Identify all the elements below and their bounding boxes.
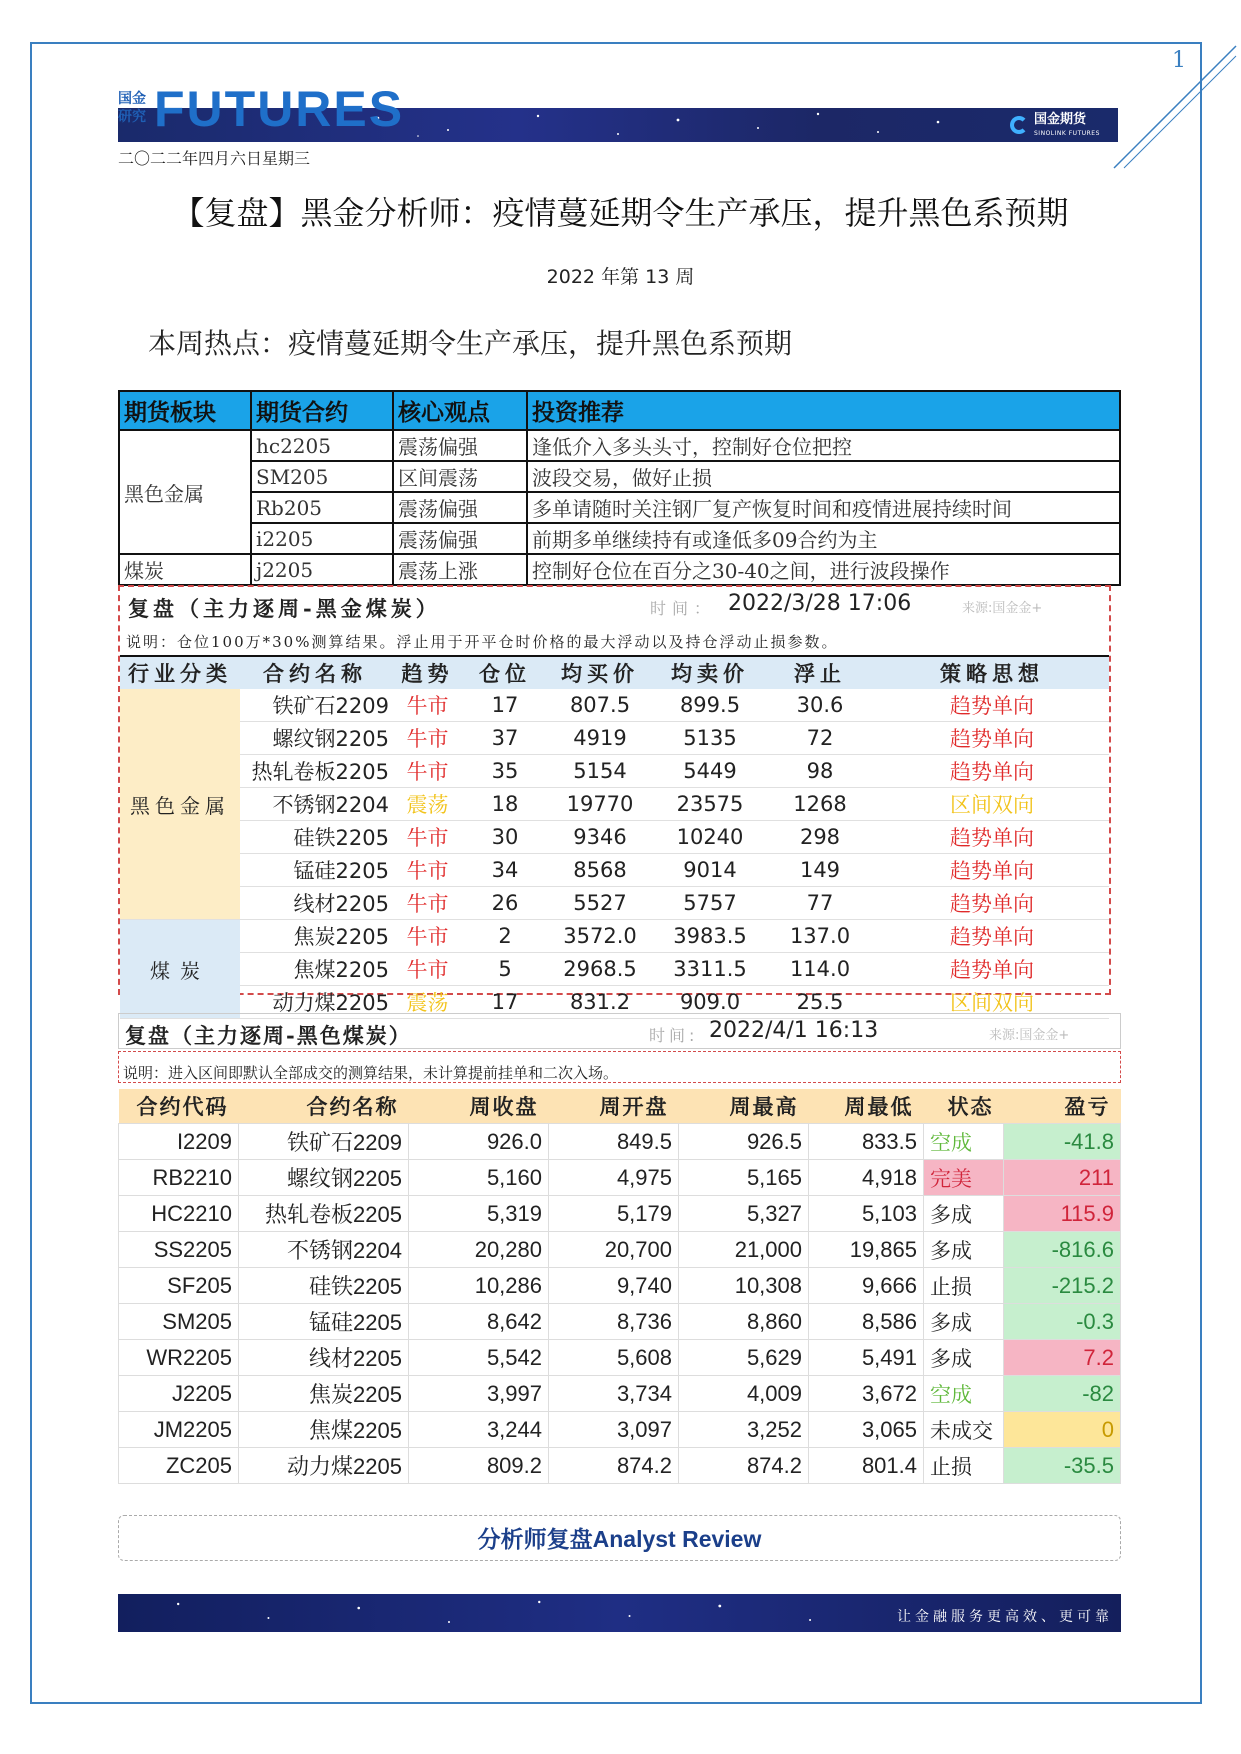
week-low-cell: 19,865 [809, 1232, 924, 1268]
view-cell: 区间震荡 [393, 461, 527, 492]
avg-buy-cell: 9346 [545, 821, 655, 854]
strategy-table [120, 655, 1109, 1019]
table-row [119, 1124, 1121, 1160]
strategy-cell: 趋势单向 [875, 887, 1109, 920]
position-cell: 5 [465, 953, 545, 986]
table-row [119, 1268, 1121, 1304]
position-cell: 18 [465, 788, 545, 821]
table-row [120, 722, 1109, 755]
page-number: 1 [1172, 48, 1186, 73]
contract-name-cell: 线材2205 [239, 1340, 409, 1376]
avg-sell-cell: 3983.5 [655, 920, 765, 953]
week-low-cell: 3,672 [809, 1376, 924, 1412]
column-header: 周开盘 [549, 1089, 679, 1124]
week-low-cell: 9,666 [809, 1268, 924, 1304]
review-header [120, 587, 1109, 623]
pnl-cell: -82 [1004, 1376, 1121, 1412]
week-open-cell: 20,700 [549, 1232, 679, 1268]
strategy-cell: 趋势单向 [875, 755, 1109, 788]
code-cell: ZC205 [119, 1448, 239, 1484]
recommendation-cell: 多单请随时关注钢厂复产恢复时间和疫情进展持续时间 [527, 492, 1120, 523]
column-header: 周最低 [809, 1089, 924, 1124]
column-header: 策略思想 [875, 656, 1109, 689]
table-row [119, 554, 1120, 585]
contract-cell: SM205 [251, 461, 393, 492]
pnl-cell: 7.2 [1004, 1340, 1121, 1376]
review-note: 说明：进入区间即默认全部成交的测算结果，未计算提前挂单和二次入场。 [118, 1051, 1121, 1083]
analyst-review-banner: 分析师复盘Analyst Review [118, 1515, 1121, 1561]
strategy-cell: 趋势单向 [875, 722, 1109, 755]
status-cell: 空成 [924, 1376, 1004, 1412]
pnl-cell: -0.3 [1004, 1304, 1121, 1340]
view-cell: 震荡偏强 [393, 492, 527, 523]
contract-name-cell: 不锈钢2204 [240, 788, 390, 821]
column-header: 状态 [924, 1089, 1004, 1124]
hotspot: 本周热点：疫情蔓延期令生产承压，提升黑色系预期 [148, 327, 793, 360]
week-high-cell: 874.2 [679, 1448, 809, 1484]
column-header: 浮止 [765, 656, 875, 689]
week-open-cell: 4,975 [549, 1160, 679, 1196]
column-header: 仓位 [465, 656, 545, 689]
review-note: 说明：仓位100万*30%测算结果。浮止用于开平仓时价格的最大浮动以及持仓浮动止损参数。 [126, 633, 839, 651]
status-cell: 多成 [924, 1340, 1004, 1376]
week-close-cell: 926.0 [409, 1124, 549, 1160]
position-cell: 2 [465, 920, 545, 953]
trend-cell: 牛市 [390, 854, 465, 887]
float-stop-cell: 137.0 [765, 920, 875, 953]
time-label: 时间: [649, 1026, 699, 1045]
status-cell: 未成交 [924, 1412, 1004, 1448]
table-header-row [119, 391, 1120, 430]
week-close-cell: 5,319 [409, 1196, 549, 1232]
float-stop-cell: 77 [765, 887, 875, 920]
table-row [119, 430, 1120, 461]
status-cell: 止损 [924, 1448, 1004, 1484]
week-low-cell: 833.5 [809, 1124, 924, 1160]
week-high-cell: 8,860 [679, 1304, 809, 1340]
contract-name-cell: 焦煤2205 [239, 1412, 409, 1448]
brand-futures: FUTURES [154, 81, 405, 137]
table-row [119, 461, 1120, 492]
contract-name-cell: 硅铁2205 [240, 821, 390, 854]
avg-sell-cell: 5135 [655, 722, 765, 755]
trend-cell: 震荡 [390, 986, 465, 1019]
avg-buy-cell: 831.2 [545, 986, 655, 1019]
report-date: 二〇二二年四月六日星期三 [118, 149, 311, 168]
logo-sub: SINOLINK FUTURES [1034, 130, 1100, 137]
sector-cell: 煤炭 [119, 554, 251, 585]
float-stop-cell: 30.6 [765, 689, 875, 722]
table-row [119, 1304, 1121, 1340]
week-open-cell: 3,097 [549, 1412, 679, 1448]
week-close-cell: 20,280 [409, 1232, 549, 1268]
week-close-cell: 3,244 [409, 1412, 549, 1448]
week-high-cell: 3,252 [679, 1412, 809, 1448]
table-row [120, 821, 1109, 854]
brand-small [118, 90, 146, 126]
float-stop-cell: 98 [765, 755, 875, 788]
float-stop-cell: 25.5 [765, 986, 875, 1019]
trend-cell: 牛市 [390, 722, 465, 755]
week-low-cell: 801.4 [809, 1448, 924, 1484]
table-row [119, 1448, 1121, 1484]
week-open-cell: 874.2 [549, 1448, 679, 1484]
pnl-cell: -215.2 [1004, 1268, 1121, 1304]
float-stop-cell: 72 [765, 722, 875, 755]
float-stop-cell: 114.0 [765, 953, 875, 986]
week-open-cell: 5,179 [549, 1196, 679, 1232]
pnl-cell: 211 [1004, 1160, 1121, 1196]
position-cell: 37 [465, 722, 545, 755]
trend-cell: 牛市 [390, 953, 465, 986]
week-low-cell: 5,103 [809, 1196, 924, 1232]
strategy-cell: 区间双向 [875, 788, 1109, 821]
sector-cell: 黑色金属 [119, 430, 251, 554]
code-cell: J2205 [119, 1376, 239, 1412]
table-row [120, 854, 1109, 887]
week-low-cell: 4,918 [809, 1160, 924, 1196]
contract-name-cell: 不锈钢2204 [239, 1232, 409, 1268]
week-high-cell: 5,629 [679, 1340, 809, 1376]
table-row [119, 1232, 1121, 1268]
avg-buy-cell: 5527 [545, 887, 655, 920]
pnl-table [118, 1089, 1121, 1484]
avg-sell-cell: 5449 [655, 755, 765, 788]
review-title: 复盘（主力逐周-黑金煤炭） [128, 596, 441, 621]
strategy-cell: 趋势单向 [875, 920, 1109, 953]
table-row [119, 1340, 1121, 1376]
contract-name-cell: 铁矿石2209 [239, 1124, 409, 1160]
status-cell: 多成 [924, 1304, 1004, 1340]
avg-buy-cell: 807.5 [545, 689, 655, 722]
week-close-cell: 5,160 [409, 1160, 549, 1196]
float-stop-cell: 298 [765, 821, 875, 854]
view-cell: 震荡偏强 [393, 430, 527, 461]
page-title: 【复盘】黑金分析师：疫情蔓延期令生产承压，提升黑色系预期 [172, 194, 1069, 232]
week-open-cell: 3,734 [549, 1376, 679, 1412]
position-cell: 17 [465, 689, 545, 722]
avg-sell-cell: 23575 [655, 788, 765, 821]
week-high-cell: 926.5 [679, 1124, 809, 1160]
avg-buy-cell: 8568 [545, 854, 655, 887]
brand-small-line2: 研究 [118, 109, 146, 125]
contract-name-cell: 焦煤2205 [240, 953, 390, 986]
column-header: 合约名称 [240, 656, 390, 689]
recommendation-table [118, 390, 1121, 586]
table-row [119, 1196, 1121, 1232]
contract-name-cell: 焦炭2205 [240, 920, 390, 953]
week-close-cell: 3,997 [409, 1376, 549, 1412]
status-cell: 多成 [924, 1196, 1004, 1232]
avg-buy-cell: 3572.0 [545, 920, 655, 953]
strategy-cell: 区间双向 [875, 986, 1109, 1019]
recommendation-cell: 控制好仓位在百分之30-40之间，进行波段操作 [527, 554, 1120, 585]
code-cell: WR2205 [119, 1340, 239, 1376]
code-cell: JM2205 [119, 1412, 239, 1448]
week-low-cell: 3,065 [809, 1412, 924, 1448]
float-stop-cell: 1268 [765, 788, 875, 821]
trend-cell: 牛市 [390, 755, 465, 788]
pnl-cell: -816.6 [1004, 1232, 1121, 1268]
column-header: 投资推荐 [527, 391, 1120, 430]
pnl-cell: 115.9 [1004, 1196, 1121, 1232]
trend-cell: 震荡 [390, 788, 465, 821]
column-header: 盈亏 [1004, 1089, 1121, 1124]
week-high-cell: 4,009 [679, 1376, 809, 1412]
review-source: 来源:国金金+ [962, 601, 1043, 616]
position-cell: 26 [465, 887, 545, 920]
contract-name-cell: 热轧卷板2205 [239, 1196, 409, 1232]
table-row [119, 492, 1120, 523]
corner-decoration [1110, 42, 1240, 172]
contract-name-cell: 螺纹钢2205 [240, 722, 390, 755]
sector-cell: 煤炭 [120, 920, 240, 1019]
strategy-cell: 趋势单向 [875, 953, 1109, 986]
footer-slogan: 让金融服务更高效、更可靠 [897, 1609, 1113, 1625]
status-cell: 完美 [924, 1160, 1004, 1196]
week-label: 2022 年第 13 周 [546, 266, 695, 288]
position-cell: 17 [465, 986, 545, 1019]
review-close-box [118, 1013, 1121, 1483]
table-row [120, 887, 1109, 920]
contract-name-cell: 铁矿石2209 [240, 689, 390, 722]
table-header-row [120, 656, 1109, 689]
contract-name-cell: 动力煤2205 [240, 986, 390, 1019]
column-header: 均卖价 [655, 656, 765, 689]
contract-cell: j2205 [251, 554, 393, 585]
contract-name-cell: 动力煤2205 [239, 1448, 409, 1484]
trend-cell: 牛市 [390, 689, 465, 722]
sector-cell: 黑色金属 [120, 689, 240, 920]
table-row [120, 689, 1109, 722]
contract-name-cell: 热轧卷板2205 [240, 755, 390, 788]
column-header: 期货合约 [251, 391, 393, 430]
week-open-cell: 5,608 [549, 1340, 679, 1376]
code-cell: SS2205 [119, 1232, 239, 1268]
contract-name-cell: 锰硅2205 [240, 854, 390, 887]
status-cell: 空成 [924, 1124, 1004, 1160]
contract-cell: Rb205 [251, 492, 393, 523]
column-header: 核心观点 [393, 391, 527, 430]
column-header: 周最高 [679, 1089, 809, 1124]
review-weekly-box [118, 585, 1111, 1015]
time-label: 时间： [650, 599, 717, 618]
week-high-cell: 21,000 [679, 1232, 809, 1268]
table-row [120, 920, 1109, 953]
avg-sell-cell: 10240 [655, 821, 765, 854]
pnl-cell: 0 [1004, 1412, 1121, 1448]
avg-buy-cell: 2968.5 [545, 953, 655, 986]
review-title: 复盘（主力逐周-黑色煤炭） [125, 1023, 412, 1048]
week-close-cell: 8,642 [409, 1304, 549, 1340]
contract-name-cell: 硅铁2205 [239, 1268, 409, 1304]
review-time: 2022/3/28 17:06 [728, 591, 912, 616]
position-cell: 34 [465, 854, 545, 887]
recommendation-cell: 前期多单继续持有或逢低多09合约为主 [527, 523, 1120, 554]
trend-cell: 牛市 [390, 821, 465, 854]
code-cell: HC2210 [119, 1196, 239, 1232]
table-row [119, 1376, 1121, 1412]
trend-cell: 牛市 [390, 887, 465, 920]
table-row [119, 1412, 1121, 1448]
logo-icon [1010, 116, 1028, 134]
week-close-cell: 5,542 [409, 1340, 549, 1376]
column-header: 期货板块 [119, 391, 251, 430]
pnl-cell: -35.5 [1004, 1448, 1121, 1484]
table-row [119, 1160, 1121, 1196]
column-header: 趋势 [390, 656, 465, 689]
view-cell: 震荡偏强 [393, 523, 527, 554]
avg-sell-cell: 909.0 [655, 986, 765, 1019]
review-source: 来源:国金金+ [989, 1028, 1070, 1043]
logo [1034, 113, 1100, 141]
avg-sell-cell: 5757 [655, 887, 765, 920]
week-close-cell: 10,286 [409, 1268, 549, 1304]
contract-cell: i2205 [251, 523, 393, 554]
footer-band [118, 1594, 1121, 1632]
week-open-cell: 8,736 [549, 1304, 679, 1340]
view-cell: 震荡上涨 [393, 554, 527, 585]
column-header: 合约名称 [239, 1089, 409, 1124]
table-header-row [119, 1089, 1121, 1124]
avg-sell-cell: 899.5 [655, 689, 765, 722]
status-cell: 止损 [924, 1268, 1004, 1304]
table-row [119, 523, 1120, 554]
pnl-cell: -41.8 [1004, 1124, 1121, 1160]
code-cell: RB2210 [119, 1160, 239, 1196]
review-header [118, 1013, 1121, 1049]
week-open-cell: 849.5 [549, 1124, 679, 1160]
avg-buy-cell: 19770 [545, 788, 655, 821]
strategy-cell: 趋势单向 [875, 689, 1109, 722]
review-time: 2022/4/1 16:13 [709, 1018, 879, 1043]
contract-name-cell: 焦炭2205 [239, 1376, 409, 1412]
week-open-cell: 9,740 [549, 1268, 679, 1304]
position-cell: 30 [465, 821, 545, 854]
contract-name-cell: 线材2205 [240, 887, 390, 920]
week-high-cell: 5,165 [679, 1160, 809, 1196]
trend-cell: 牛市 [390, 920, 465, 953]
strategy-cell: 趋势单向 [875, 854, 1109, 887]
table-row [120, 788, 1109, 821]
contract-name-cell: 螺纹钢2205 [239, 1160, 409, 1196]
status-cell: 多成 [924, 1232, 1004, 1268]
avg-sell-cell: 3311.5 [655, 953, 765, 986]
code-cell: SM205 [119, 1304, 239, 1340]
week-close-cell: 809.2 [409, 1448, 549, 1484]
recommendation-cell: 波段交易，做好止损 [527, 461, 1120, 492]
avg-sell-cell: 9014 [655, 854, 765, 887]
recommendation-cell: 逢低介入多头头寸，控制好仓位把控 [527, 430, 1120, 461]
column-header: 行业分类 [120, 656, 240, 689]
week-high-cell: 10,308 [679, 1268, 809, 1304]
position-cell: 35 [465, 755, 545, 788]
code-cell: SF205 [119, 1268, 239, 1304]
table-row [120, 953, 1109, 986]
column-header: 周收盘 [409, 1089, 549, 1124]
column-header: 合约代码 [119, 1089, 239, 1124]
avg-buy-cell: 5154 [545, 755, 655, 788]
contract-cell: hc2205 [251, 430, 393, 461]
week-low-cell: 5,491 [809, 1340, 924, 1376]
week-high-cell: 5,327 [679, 1196, 809, 1232]
code-cell: I2209 [119, 1124, 239, 1160]
brand-small-line1: 国金 [118, 91, 146, 107]
logo-name: 国金期货 [1034, 112, 1087, 127]
strategy-cell: 趋势单向 [875, 821, 1109, 854]
column-header: 均买价 [545, 656, 655, 689]
table-row [120, 755, 1109, 788]
contract-name-cell: 锰硅2205 [239, 1304, 409, 1340]
avg-buy-cell: 4919 [545, 722, 655, 755]
float-stop-cell: 149 [765, 854, 875, 887]
week-low-cell: 8,586 [809, 1304, 924, 1340]
